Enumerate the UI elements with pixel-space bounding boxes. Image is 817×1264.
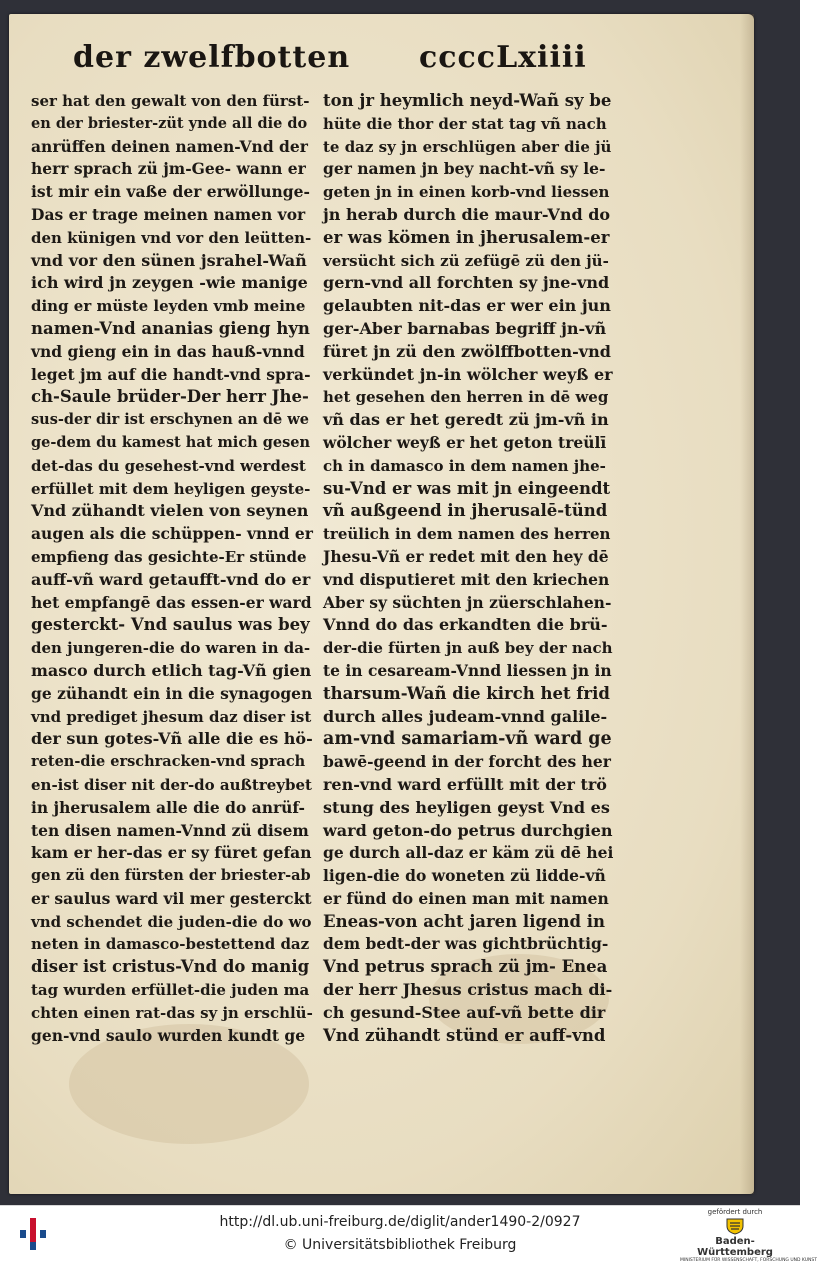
- text-line: vnd vor den sünen jsrahel-Wañ: [31, 250, 307, 270]
- text-line: vnd prediget jhesum daz diser ist: [31, 707, 312, 726]
- text-line: ge durch all-daz er käm zü dē hei: [323, 843, 614, 863]
- text-line: sus-der dir ist erschynen an dē we: [31, 411, 309, 429]
- text-line: te daz sy jn erschlügen aber die jü: [323, 137, 612, 156]
- text-line: diser ist cristus-Vnd do manig: [31, 957, 310, 977]
- text-line: durch alles judeam-vnnd galile-: [323, 706, 608, 726]
- folio-number: ccccLxiiii: [419, 40, 587, 75]
- text-line: ren-vnd ward erfüllt mit der trö: [323, 774, 607, 794]
- text-line: bawē-geend in der forcht des her: [323, 752, 611, 772]
- text-column-right: [323, 90, 613, 1047]
- text-line: en der briester-züt ynde all die do: [31, 114, 308, 132]
- text-line: vñ das er het geredt zü jm-vñ in: [323, 410, 609, 430]
- text-line: jn herab durch die maur-Vnd do: [323, 204, 611, 224]
- text-line: Eneas-von acht jaren ligend in: [323, 911, 606, 931]
- text-line: er saulus ward vil mer gesterckt: [31, 888, 312, 908]
- funder-ministry: MINISTERIUM FÜR WISSENSCHAFT, FORSCHUNG UND KUNST: [680, 1258, 817, 1263]
- text-line: kam er her-das er sy füret gefan: [31, 843, 312, 863]
- text-line: Das er trage meinen namen vor: [31, 204, 306, 224]
- text-line: ge-dem du kamest hat mich gesen: [31, 433, 311, 451]
- text-line: er was kömen in jherusalem-er: [323, 227, 610, 247]
- text-line: füret jn zü den zwölffbotten-vnd: [323, 341, 611, 361]
- text-line: ding er müste leyden vmb meine: [31, 297, 306, 316]
- text-line: den künigen vnd vor den leütten-: [31, 228, 312, 247]
- text-line: vnd gieng ein in das hauß-vnnd: [31, 341, 305, 361]
- text-line: gen-vnd saulo wurden kundt ge: [31, 1025, 306, 1045]
- text-line: ser hat den gewalt von den fürst-: [31, 92, 310, 110]
- footer-bar: [0, 1205, 817, 1263]
- text-line: vnd schendet die juden-die do wo: [31, 912, 312, 931]
- funder-logo: [680, 1208, 817, 1264]
- text-line: er fünd do einen man mit namen: [323, 888, 609, 908]
- text-line: Vnnd do das erkandten die brü-: [323, 615, 608, 635]
- text-column-left: [31, 90, 313, 1047]
- text-line: ge zühandt ein in die synagogen: [31, 683, 313, 703]
- text-line: gesterckt- Vnd saulus was bey: [31, 615, 310, 635]
- text-line: Vnd petrus sprach zü jm- Enea: [323, 957, 608, 977]
- text-line: tag wurden erfüllet-die juden ma: [31, 981, 310, 1000]
- text-line: ten disen namen-Vnnd zü disem: [31, 820, 309, 840]
- text-line: Aber sy süchten jn züerschlahen-: [323, 592, 612, 612]
- copyright-notice: © Universitätsbibliothek Freiburg: [283, 1237, 517, 1253]
- text-line: wölcher weyß er het geton treülī: [323, 432, 607, 452]
- text-line: der-die fürten jn auß bey der nach: [323, 639, 613, 658]
- text-line: ger namen jn bey nacht-vñ sy le-: [323, 159, 606, 179]
- text-line: der sun gotes-Vñ alle die es hö-: [31, 729, 313, 749]
- text-line: ch gesund-Stee auf-vñ bette dir: [323, 1002, 606, 1022]
- text-line: te in cesaream-Vnnd liessen jn in: [323, 660, 612, 680]
- text-line: augen als die schüppen- vnnd er: [31, 524, 313, 544]
- text-line: reten-die erschracken-vnd sprach: [31, 753, 306, 771]
- text-line: auff-vñ ward getaufft-vnd do er: [31, 569, 311, 589]
- text-line: am-vnd samariam-vñ ward ge: [323, 729, 612, 750]
- text-line: tharsum-Wañ die kirch het frid: [323, 683, 610, 703]
- text-line: ger-Aber barnabas begriff jn-vñ: [323, 318, 607, 338]
- text-line: namen-Vnd ananias gieng hyn: [31, 318, 310, 338]
- text-line: su-Vnd er was mit jn eingeendt: [323, 478, 611, 498]
- text-line: ch in damasco in dem namen jhe-: [323, 456, 606, 475]
- text-line: masco durch etlich tag-Vñ gien: [31, 660, 312, 680]
- text-line: empfieng das gesichte-Er stünde: [31, 547, 307, 566]
- text-line: hüte die thor der stat tag vñ nach: [323, 114, 607, 133]
- text-line: ch-Saule brüder-Der herr Jhe-: [31, 387, 309, 407]
- text-line: vñ außgeend in jherusalē-tünd: [323, 501, 608, 521]
- permalink-url[interactable]: http://dl.ub.uni-freiburg.de/diglit/ander1490-2/0927: [219, 1214, 581, 1230]
- text-line: herr sprach zü jm-Gee- wann er: [31, 159, 306, 179]
- text-line: anrüffen deinen namen-Vnd der: [31, 136, 308, 156]
- text-line: versücht sich zü zefügē zü den jü-: [323, 251, 609, 270]
- scanned-page: [9, 14, 754, 1194]
- text-line: dem bedt-der was gichtbrüchtig-: [323, 934, 609, 954]
- text-line: det-das du gesehest-vnd werdest: [31, 456, 306, 475]
- text-line: Vnd zühandt vielen von seynen: [31, 501, 309, 521]
- funder-caption: gefördert durch: [707, 1208, 763, 1216]
- text-line: erfüllet mit dem heyligen geyste-: [31, 479, 311, 498]
- text-line: leget jm auf die handt-vnd spra-: [31, 364, 311, 384]
- text-line: Vnd zühandt stünd er auff-vnd: [323, 1025, 606, 1045]
- page-edge-shadow: [740, 14, 754, 1194]
- text-line: ton jr heymlich neyd-Wañ sy be: [323, 91, 612, 110]
- text-line: gern-vnd all forchten sy jne-vnd: [323, 273, 610, 293]
- text-line: ich wird jn zeygen -wie manige: [31, 273, 308, 293]
- text-line: gen zü den fürsten der briester-ab: [31, 867, 311, 885]
- text-line: in jherusalem alle die do anrüf-: [31, 797, 305, 817]
- text-line: stung des heyligen geyst Vnd es: [323, 797, 610, 817]
- text-line: en-ist diser nit der-do außtreybet: [31, 775, 312, 794]
- text-line: chten einen rat-das sy jn erschlü-: [31, 1003, 313, 1022]
- text-line: treülich in dem namen des herren: [323, 525, 611, 544]
- text-line: den jungeren-die do waren in da-: [31, 639, 311, 658]
- state-crest-icon: [724, 1217, 746, 1235]
- text-line: der herr Jhesus cristus mach di-: [323, 980, 613, 1000]
- text-line: gelaubten nit-das er wer ein jun: [323, 296, 611, 316]
- text-line: ist mir ein vaße der erwöllunge-: [31, 182, 310, 202]
- text-line: geten jn in einen korb-vnd liessen: [323, 183, 610, 202]
- text-line: neten in damasco-bestettend daz: [31, 935, 310, 954]
- text-line: Jhesu-Vñ er redet mit den hey dē: [323, 546, 609, 566]
- funder-name: Baden-Württemberg: [697, 1236, 773, 1258]
- text-line: het gesehen den herren in dē weg: [323, 388, 609, 407]
- text-line: het empfangē das essen-er ward: [31, 592, 312, 612]
- running-title: der zwelfbotten: [73, 40, 351, 75]
- text-line: vnd disputieret mit den kriechen: [323, 569, 610, 589]
- text-line: verkündet jn-in wölcher weyß er: [323, 364, 613, 384]
- text-line: ligen-die do woneten zü lidde-vñ: [323, 866, 606, 886]
- text-line: ward geton-do petrus durchgien: [323, 820, 613, 840]
